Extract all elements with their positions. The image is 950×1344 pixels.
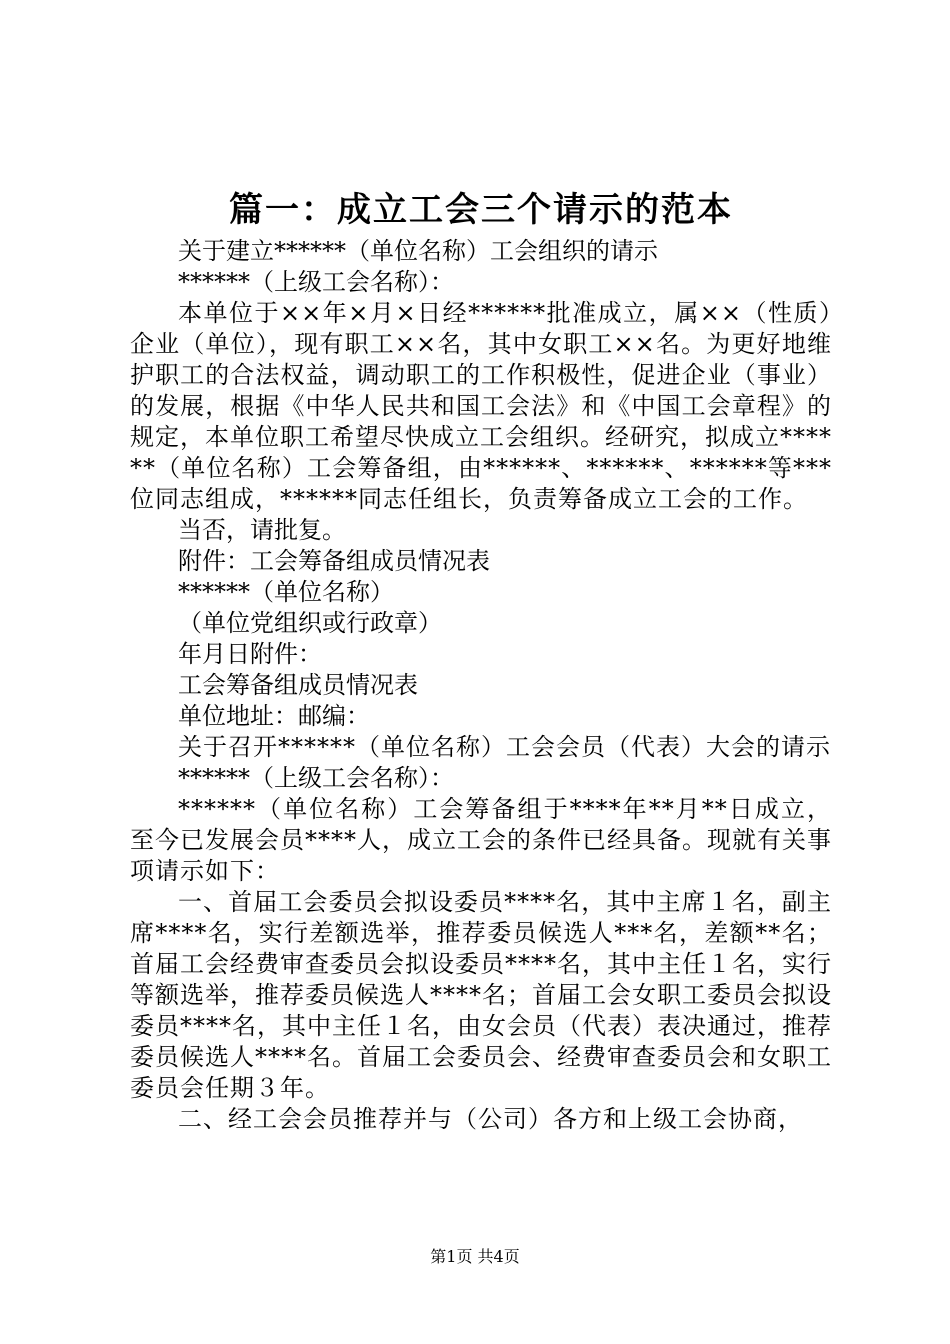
body-paragraph-1: 本单位于××年×月×日经******批准成立，属××（性质）企业（单位），现有职工××名，其中女职工××名。为更好地维护职工的合法权益，调动职工的工作积极性，促进企业（事业）的发展，根据《中华人民共和国工会法》和《中国工会章程》的规定，本单位职工希望尽快成立工会组织。经研究，拟成立******（单位名称）工会筹备组，由******、******、******等***位同志组成，******同志任组长，负责筹备成立工会的工作。 <box>130 299 832 513</box>
closing-line: 当否，请批复。 <box>178 516 346 544</box>
attachment-title-line: 工会筹备组成员情况表 <box>178 671 418 699</box>
body-paragraph-3: 一、首届工会委员会拟设委员****名，其中主席１名，副主席****名，实行差额选举，推荐委员候选人***名，差额**名；首届工会经费审查委员会拟设委员****名，其中主任１名，实行等额选举，推荐委员候选人****名；首届工会女职工委员会拟设委员****名，其中主任１名，由女会员（代表）表决通过，推荐委员候选人****名。首届工会委员会、经费审查委员会和女职工委员会任期３年。 <box>130 888 832 1102</box>
page-footer: 第1页 共4页 <box>430 1247 520 1266</box>
addressee-1: ******（上级工会名称）： <box>178 268 454 296</box>
request-heading-2: 关于召开******（单位名称）工会会员（代表）大会的请示 <box>178 733 831 761</box>
request-heading-1: 关于建立******（单位名称）工会组织的请示 <box>178 237 658 265</box>
date-attachment-line: 年月日附件： <box>178 640 322 668</box>
document-title: 篇一：成立工会三个请示的范本 <box>229 190 733 230</box>
address-line: 单位地址：邮编： <box>178 702 370 730</box>
document-page <box>130 188 832 1135</box>
unit-name-line: ******（单位名称） <box>178 578 394 606</box>
addressee-2: ******（上级工会名称）： <box>178 764 454 792</box>
attachment-line: 附件：工会筹备组成员情况表 <box>178 547 490 575</box>
seal-line: （单位党组织或行政章） <box>178 609 442 637</box>
body-paragraph-2: ******（单位名称）工会筹备组于****年**月**日成立，至今已发展会员****人，成立工会的条件已经具备。现就有关事项请示如下： <box>130 795 832 885</box>
body-paragraph-4: 二、经工会会员推荐并与（公司）各方和上级工会协商， <box>178 1105 803 1133</box>
